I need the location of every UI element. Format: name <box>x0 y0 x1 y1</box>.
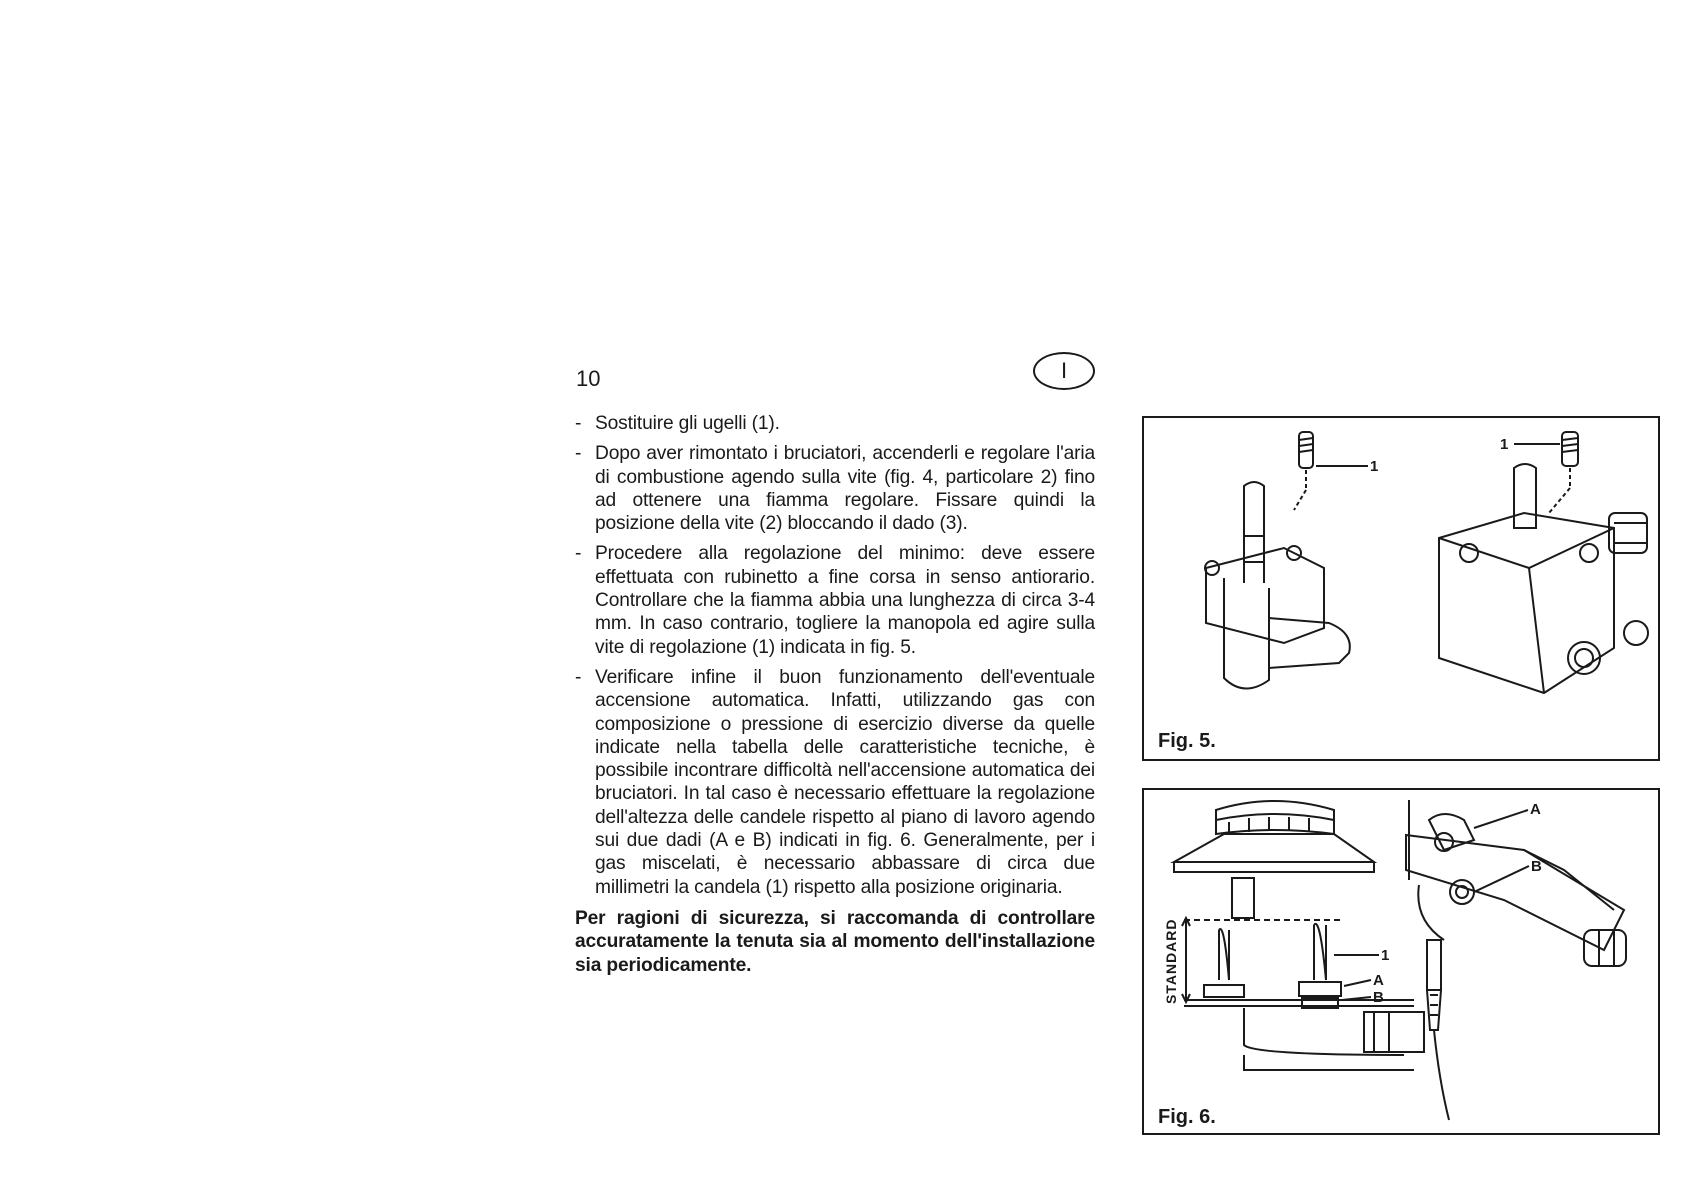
step-marker: - <box>575 543 582 565</box>
figure-5 <box>1142 416 1660 761</box>
fig6-label-a-right: A <box>1530 801 1541 818</box>
figure-6 <box>1142 788 1660 1135</box>
instructions-column <box>575 412 1095 977</box>
step-4 <box>575 666 1095 899</box>
step-marker: - <box>575 413 582 434</box>
valve-illustration <box>1144 418 1658 759</box>
fig5-label-left: 1 <box>1370 458 1379 475</box>
step-marker: - <box>575 666 582 688</box>
step-1 <box>575 412 1095 435</box>
fig6-label-b-left: B <box>1373 989 1384 1006</box>
fig6-label-b-right: B <box>1531 858 1542 875</box>
fig6-label-a-left: A <box>1373 972 1384 989</box>
step-text: Verificare infine il buon funzionamento dell'eventuale accensione automatica. Infatti, utilizzando gas con composizione o pressione di esercizio diverse da quelle indicate nella tabella delle caratteristiche tecniche, è possibile incontrare difficoltà nell'accensione automatica dei bruciatori. In tal caso è necessario effettuare la regolazione dell'altezza delle candele rispetto al piano di lavoro agendo sui due dadi (A e B) indicati in fig. 6. Generalmente, per i gas miscelati, è necessario abbassare di circa due millimetri la candela (1) rispetto alla posizione originaria. <box>595 666 1095 898</box>
fig6-standard-label: STANDARD <box>1163 918 1179 1004</box>
step-text: Procedere alla regolazione del minimo: deve essere effettuata con rubinetto a fine corsa in senso antiorario. Controllare che la fiamma abbia una lunghezza di circa 3-4 mm. In caso contrario, togliere la manopola ed agire sulla vite di regolazione (1) indicata in fig. 5. <box>595 543 1095 658</box>
fig6-caption: Fig. 6. <box>1158 1106 1216 1128</box>
step-text: Dopo aver rimontato i bruciatori, accenderli e regolare l'aria di combustione agendo sulla vite (fig. 4, particolare 2) fino ad ottenere una fiamma regolare. Fissare quindi la posizione della vite (2) bloccando il dado (3). <box>595 443 1095 535</box>
burner-ignition-illustration <box>1144 790 1658 1133</box>
step-3 <box>575 542 1095 658</box>
language-badge-letter: I <box>1060 358 1068 383</box>
fig5-label-right: 1 <box>1500 436 1509 453</box>
safety-warning: Per ragioni di sicurezza, si raccomanda di controllare accuratamente la tenuta sia al momento dell'installazione sia periodicamente. <box>575 907 1095 976</box>
fig5-caption: Fig. 5. <box>1158 730 1216 752</box>
step-text: Sostituire gli ugelli (1). <box>595 413 780 434</box>
step-marker: - <box>575 443 582 465</box>
language-badge <box>1033 352 1095 390</box>
step-2 <box>575 442 1095 535</box>
page-number: 10 <box>576 366 601 391</box>
fig6-label-1: 1 <box>1381 947 1390 964</box>
